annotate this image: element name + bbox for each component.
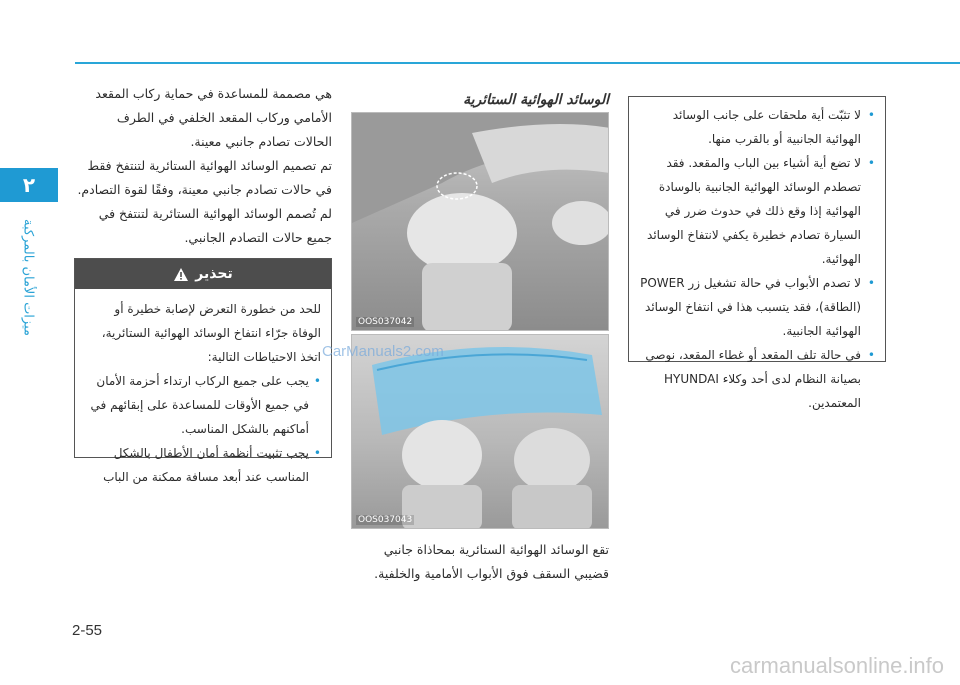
warning-box (74, 258, 332, 484)
page-number: 2-55 (72, 622, 103, 639)
warning-triangle-icon (173, 267, 189, 282)
chapter-label: ميزات الأمان بالمركبة (20, 218, 36, 336)
section-title: الوسائد الهوائية الستائرية (463, 92, 609, 108)
photo-caption: تقع الوسائد الهوائية الستائرية بمحاذاة جانبي قضيبي السقف فوق الأبواب الأمامية والخلفية. (374, 542, 609, 581)
warning-item: • يجب تثبيت أنظمة أمان الأطفال بالشكل المناسب عند أبعد مسافة ممكنة من الباب (85, 441, 321, 489)
precautions-box (628, 96, 886, 410)
photo-code: OOS037043 (358, 515, 413, 525)
warning-title: تحذير (195, 266, 233, 282)
warning-intro: للحد من خطورة التعرض لإصابة خطيرة أو الوفاة جرّاء انتفاخ الوسائد الهوائية الستائرية، اتخذ الاحتياطات التالية: (101, 302, 321, 364)
left-paragraph: هي مصممة للمساعدة في حماية ركاب المقعد الأمامي وركاب المقعد الخلفي في الطرف الحالات تصادم جانبي معينة. (95, 86, 332, 149)
deployed-airbag-illustration (352, 335, 609, 529)
warning-list (85, 369, 321, 489)
precaution-item: • لا تصدم الأبواب في حالة تشغيل زر POWER (الطاقة)، فقد يتسبب هذا في انتفاخ الوسائد الهوائية الجانبية. (639, 271, 875, 343)
left-paragraph: لم تُصمم الوسائد الهوائية الستائرية لتنتفخ في جميع حالات التصادم الجانبي. (98, 206, 332, 245)
watermark-text: CarManuals2.com (322, 343, 444, 360)
warning-body (75, 289, 331, 489)
warning-header (75, 259, 331, 289)
curtain-airbag-deployed-photo (351, 334, 609, 529)
chapter-number: ٢ (22, 173, 36, 197)
precaution-item: • لا تثبّت أية ملحقات على جانب الوسائد الهوائية الجانبية أو بالقرب منها. (639, 103, 875, 151)
left-body-text (75, 82, 332, 250)
precaution-item: • في حالة تلف المقعد أو غطاء المقعد، نوصي بصيانة النظام لدى أحد وكلاء HYUNDAI المعتمدين. (639, 343, 875, 415)
photo-code: OOS037042 (358, 317, 413, 327)
site-watermark: carmanualsonline.info (729, 653, 944, 678)
chapter-tab (0, 168, 58, 202)
left-paragraph: تم تصميم الوسائد الهوائية الستائرية لتنتفخ فقط في حالات تصادم جانبي معينة، وفقًا لقوة التصادم. (77, 158, 332, 197)
precautions-list (629, 97, 885, 415)
car-interior-illustration (352, 113, 609, 331)
curtain-airbag-location-photo (351, 112, 609, 331)
warning-item: • يجب على جميع الركاب ارتداء أحزمة الأمان في جميع الأوقات للمساعدة على إبقائهم في أماكنهم بالشكل المناسب. (85, 369, 321, 441)
precaution-item: • لا تضع أية أشياء بين الباب والمقعد. فقد تصطدم الوسائد الهوائية الجانبية بالوسادة الهوائية إذا وقع ذلك في حدوث ضرر في السيارة تصادم خطيرة يكفي لانتفاخ الوسائد الهوائية. (639, 151, 875, 271)
header-rule (75, 62, 960, 64)
